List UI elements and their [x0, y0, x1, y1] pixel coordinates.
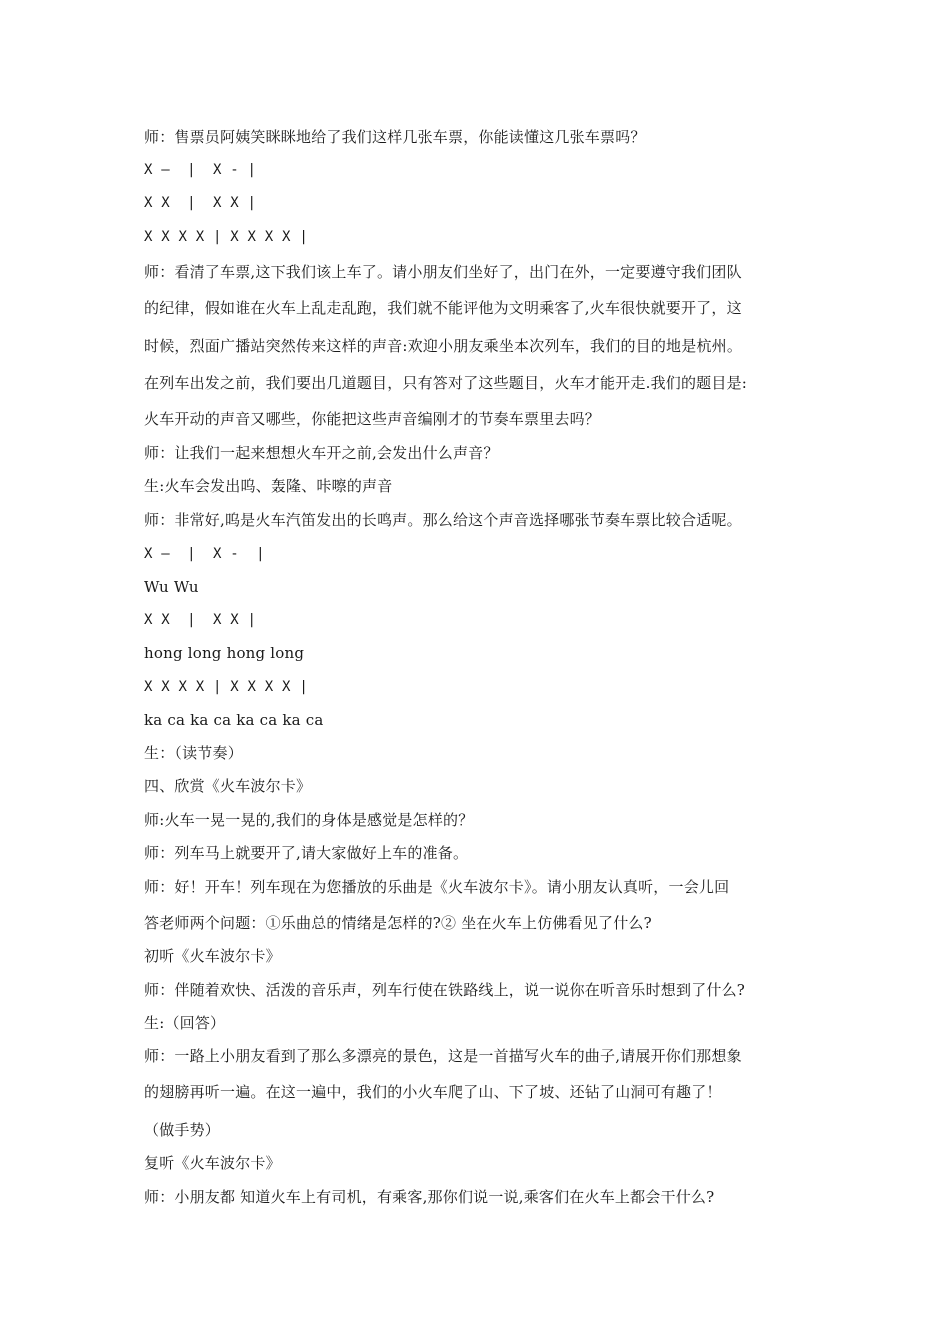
rhythm-ticket-1: X — | X - | — [144, 162, 257, 178]
rhythm-ticket-3: X X X X | X X X X | — [144, 229, 308, 245]
paragraph-start-train-line-2: 答老师两个问题：①乐曲总的情绪是怎样的?② 坐在火车上仿佛看见了什么? — [144, 914, 652, 932]
rhythm-syllables-kaca: ka ca ka ca ka ca ka ca — [144, 711, 324, 729]
paragraph-start-train-line-1: 师：好！开车！列车现在为您播放的乐曲是《火车波尔卡》。请小朋友认真听，一会儿回 — [144, 878, 730, 896]
paragraph-boarding-line-5: 火车开动的声音又哪些，你能把这些声音编刚才的节奏车票里去吗？ — [144, 410, 601, 428]
gesture-note: （做手势） — [144, 1121, 221, 1139]
rhythm-syllables-wu: Wu Wu — [144, 578, 199, 596]
rhythm-ticket-4: X — | X - | — [144, 546, 265, 562]
teacher-prepare-boarding: 师：列车马上就要开了,请大家做好上车的准备。 — [144, 844, 469, 862]
paragraph-scenery-line-2: 的翅膀再听一遍。在这一遍中，我们的小火车爬了山、下了坡、还钻了山洞可有趣了！ — [144, 1083, 722, 1101]
teacher-passenger-question: 师：小朋友都 知道火车上有司机，有乘客,那你们说一说,乘客们在火车上都会干什么? — [144, 1188, 715, 1206]
paragraph-boarding-line-4: 在列车出发之前，我们要出几道题目，只有答对了这些题目，火车才能开走.我们的题目是: — [144, 374, 748, 392]
paragraph-boarding-line-3: 时候，烈面广播站突然传来这样的声音:欢迎小朋友乘坐本次列车，我们的目的地是杭州。 — [144, 337, 743, 355]
teacher-choose-ticket: 师：非常好,呜是火车汽笛发出的长鸣声。那么给这个声音选择哪张节奏车票比较合适呢。 — [144, 511, 742, 529]
teacher-body-feeling: 师:火车一晃一晃的,我们的身体是感觉是怎样的？ — [144, 811, 474, 829]
teacher-question-sound: 师：让我们一起来想想火车开之前,会发出什么声音？ — [144, 444, 499, 462]
paragraph-ticket-question: 师：售票员阿姨笑眯眯地给了我们这样几张车票，你能读懂这几张车票吗？ — [144, 128, 646, 146]
rhythm-ticket-6: X X X X | X X X X | — [144, 679, 308, 695]
first-listen-heading: 初听《火车波尔卡》 — [144, 947, 281, 965]
teacher-listening-question: 师：伴随着欢快、活泼的音乐声，列车行使在铁路线上，说一说你在听音乐时想到了什么? — [144, 981, 746, 999]
student-read-rhythm: 生：（读节奏） — [144, 744, 243, 762]
student-answer: 生:（回答） — [144, 1014, 226, 1032]
second-listen-heading: 复听《火车波尔卡》 — [144, 1154, 281, 1172]
paragraph-boarding-line-2: 的纪律，假如谁在火车上乱走乱跑，我们就不能评他为文明乘客了,火车很快就要开了，这 — [144, 299, 742, 317]
paragraph-boarding-line-1: 师：看清了车票,这下我们该上车了。请小朋友们坐好了，出门在外，一定要遵守我们团队 — [144, 263, 742, 281]
rhythm-syllables-honglong: hong long hong long — [144, 644, 305, 662]
student-answer-sound: 生:火车会发出呜、轰隆、咔嚓的声音 — [144, 477, 393, 495]
section-heading-appreciation: 四、欣赏《火车波尔卡》 — [144, 777, 312, 795]
rhythm-ticket-5: X X | X X | — [144, 612, 257, 628]
paragraph-scenery-line-1: 师：一路上小朋友看到了那么多漂亮的景色，这是一首描写火车的曲子,请展开你们那想象 — [144, 1047, 742, 1065]
rhythm-ticket-2: X X | X X | — [144, 195, 257, 211]
